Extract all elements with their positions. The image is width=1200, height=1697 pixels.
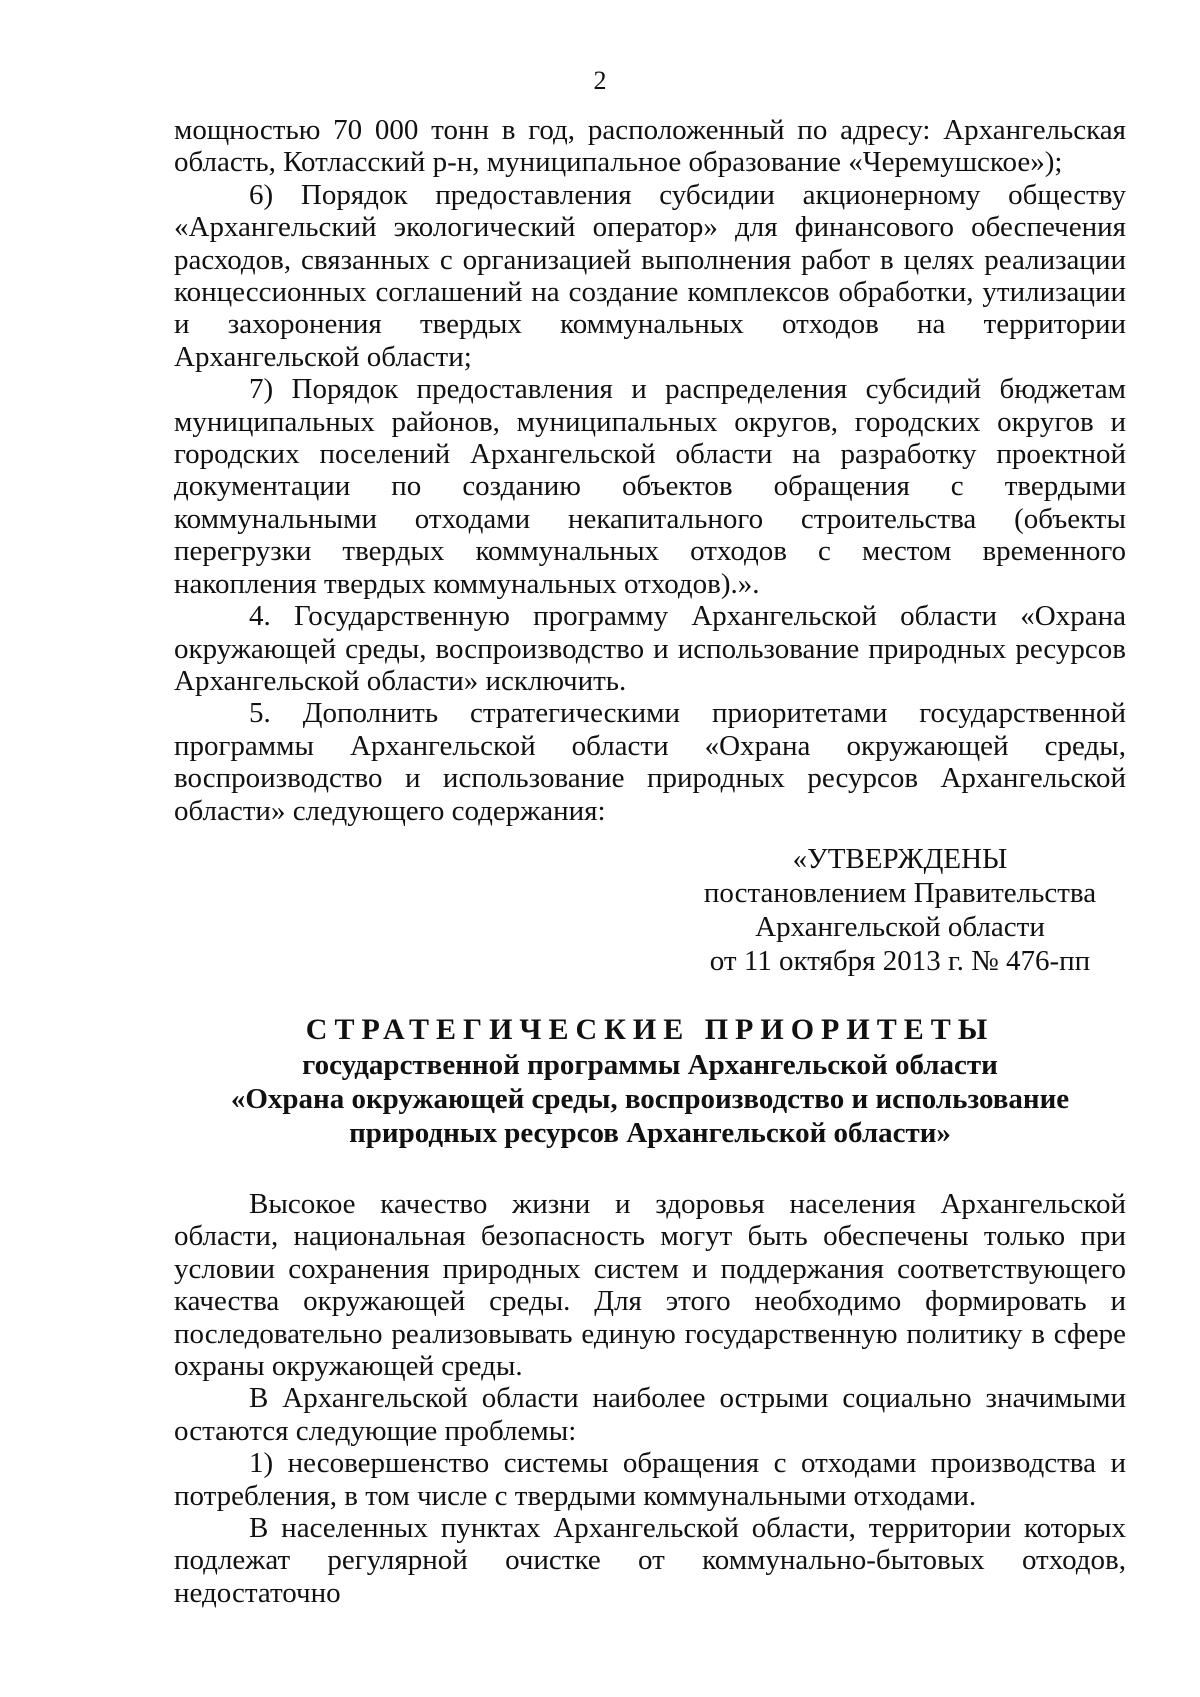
approval-block (700, 842, 1100, 978)
section-paragraph-2: В Архангельской области наиболее острыми социально значимыми остаются следующие проблемы: (174, 1382, 1126, 1447)
approval-line-3: Архангельской области (755, 911, 1045, 943)
paragraph-point-4: 4. Государственную программу Архангельской области «Охрана окружающей среды, воспроизводство и использование природных ресурсов Архангельской области» исключить. (174, 600, 1126, 697)
section-text (174, 1188, 1126, 1609)
paragraph-continuation: мощностью 70 000 тонн в год, расположенный по адресу: Архангельская область, Котласский р-н, муниципальное образование «Черемушское»); (174, 114, 1126, 179)
title-line-4: природных ресурсов Архангельской области» (349, 1117, 951, 1149)
section-paragraph-1: Высокое качество жизни и здоровья населения Архангельской области, национальная безопасность могут быть обеспечены только при условии сохранения природных систем и поддержания соответствующего качества окружающей среды. Для этого необходимо формировать и последовательно реализовывать единую государственную политику в сфере охраны окружающей среды. (174, 1188, 1126, 1383)
section-paragraph-3: 1) несовершенство системы обращения с отходами производства и потребления, в том числе с твердыми коммунальными отходами. (174, 1447, 1126, 1512)
page-number: 2 (593, 66, 607, 95)
body-text (174, 114, 1126, 827)
approval-line-4: от 11 октября 2013 г. № 476-пп (709, 945, 1091, 977)
title-main: СТРАТЕГИЧЕСКИЕ ПРИОРИТЕТЫ (305, 1013, 995, 1046)
approval-line-1: «УТВЕРЖДЕНЫ (792, 843, 1008, 875)
section-title (174, 1012, 1126, 1150)
paragraph-item-7: 7) Порядок предоставления и распределения субсидий бюджетам муниципальных районов, муниципальных округов, городских округов и городских поселений Архангельской области на разработку проектной документации по созданию объектов обращения с твердыми коммунальными отходами некапитального строительства (объекты перегрузки твердых коммунальных отходов с местом временного накопления твердых коммунальных отходов).». (174, 373, 1126, 600)
title-line-3: «Охрана окружающей среды, воспроизводство и использование (230, 1083, 1070, 1115)
title-line-2: государственной программы Архангельской области (302, 1049, 998, 1081)
paragraph-point-5: 5. Дополнить стратегическими приоритетами государственной программы Архангельской области «Охрана окружающей среды, воспроизводство и использование природных ресурсов Архангельской области» следующего содержания: (174, 697, 1126, 827)
section-paragraph-4: В населенных пунктах Архангельской области, территории которых подлежат регулярной очистке от коммунально-бытовых отходов, недостаточно (174, 1512, 1126, 1609)
approval-line-2: постановлением Правительства (703, 877, 1097, 909)
paragraph-item-6: 6) Порядок предоставления субсидии акционерному обществу «Архангельский экологический оператор» для финансового обеспечения расходов, связанных с организацией выполнения работ в целях реализации концессионных соглашений на создание комплексов обработки, утилизации и захоронения твердых коммунальных отходов на территории Архангельской области; (174, 178, 1126, 373)
